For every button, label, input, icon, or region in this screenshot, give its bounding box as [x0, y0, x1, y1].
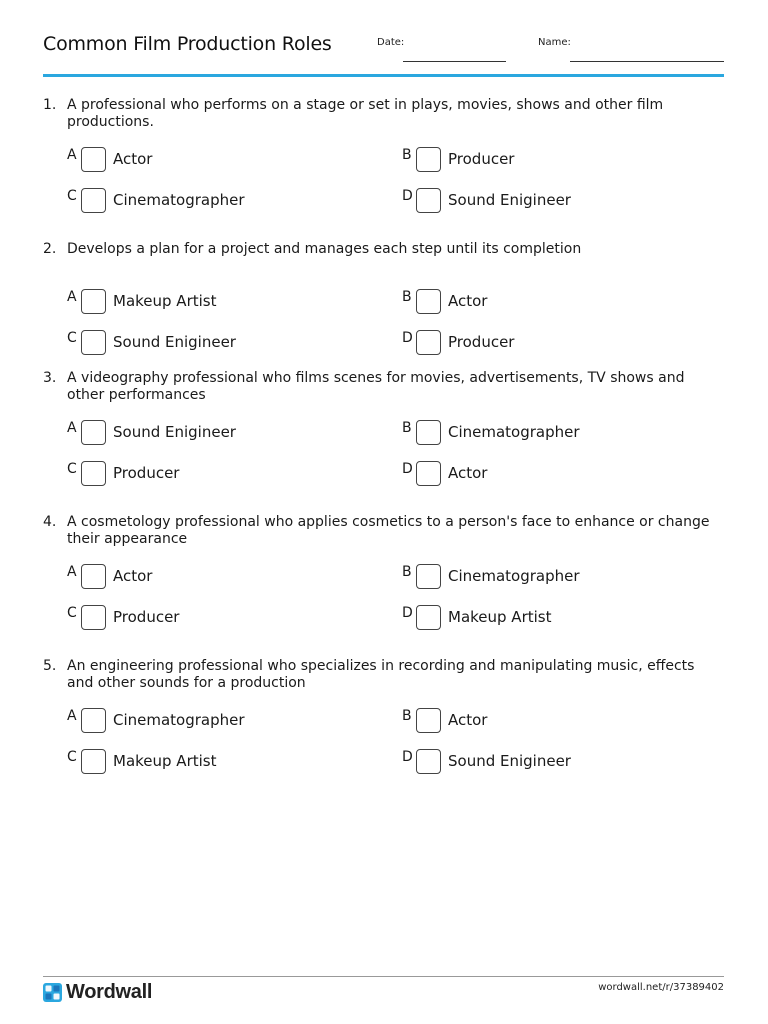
option-label: Producer [448, 150, 515, 168]
answer-checkbox[interactable] [81, 749, 106, 774]
answer-checkbox[interactable] [81, 188, 106, 213]
option-letter: C [67, 749, 77, 765]
question-text: Develops a plan for a project and manages each step until its completion [67, 241, 582, 257]
answer-checkbox[interactable] [416, 605, 441, 630]
option-label: Cinematographer [448, 567, 580, 585]
option-label: Makeup Artist [448, 608, 552, 626]
answer-checkbox[interactable] [416, 289, 441, 314]
question-text: A professional who performs on a stage or set in plays, movies, shows and other film productions. [67, 97, 664, 130]
question-text: A cosmetology professional who applies cosmetics to a person's face to enhance or change their appearance [67, 514, 710, 547]
option-letter: B [402, 289, 412, 305]
wordwall-logo-text: Wordwall [66, 980, 153, 1003]
name-label: Name: [538, 37, 571, 48]
answer-checkbox[interactable] [416, 564, 441, 589]
answer-checkbox[interactable] [416, 147, 441, 172]
option-letter: D [402, 188, 413, 204]
header-divider [43, 74, 724, 77]
answer-checkbox[interactable] [81, 708, 106, 733]
question-text: An engineering professional who specializes in recording and manipulating music, effects and other sounds for a production [67, 658, 695, 691]
option-label: Sound Enigineer [448, 752, 571, 770]
option-letter: D [402, 605, 413, 621]
option-letter: A [67, 708, 77, 724]
answer-checkbox[interactable] [81, 420, 106, 445]
option-letter: C [67, 188, 77, 204]
answer-checkbox[interactable] [81, 564, 106, 589]
option-letter: C [67, 330, 77, 346]
option-letter: B [402, 147, 412, 163]
question-number: 5. [43, 658, 57, 674]
option-letter: B [402, 564, 412, 580]
answer-checkbox[interactable] [416, 188, 441, 213]
answer-checkbox[interactable] [81, 289, 106, 314]
option-letter: A [67, 564, 77, 580]
answer-checkbox[interactable] [81, 147, 106, 172]
question-number: 4. [43, 514, 57, 530]
page-title: Common Film Production Roles [43, 33, 332, 55]
option-letter: A [67, 420, 77, 436]
answer-checkbox[interactable] [81, 605, 106, 630]
wordwall-logo-icon [43, 983, 62, 1002]
option-label: Sound Enigineer [113, 423, 236, 441]
option-label: Actor [448, 464, 488, 482]
date-field[interactable] [403, 61, 506, 62]
wordwall-logo [43, 982, 152, 1002]
answer-checkbox[interactable] [416, 420, 441, 445]
answer-checkbox[interactable] [416, 461, 441, 486]
option-letter: D [402, 749, 413, 765]
answer-checkbox[interactable] [416, 749, 441, 774]
question-number: 2. [43, 241, 57, 257]
name-field[interactable] [570, 61, 724, 62]
question-text: A videography professional who films scenes for movies, advertisements, TV shows and other performances [67, 370, 685, 403]
option-label: Producer [113, 464, 180, 482]
option-label: Sound Enigineer [113, 333, 236, 351]
option-letter: D [402, 461, 413, 477]
answer-checkbox[interactable] [416, 708, 441, 733]
option-label: Sound Enigineer [448, 191, 571, 209]
option-label: Actor [113, 567, 153, 585]
worksheet-url: wordwall.net/r/37389402 [598, 982, 724, 993]
option-letter: B [402, 708, 412, 724]
option-label: Actor [113, 150, 153, 168]
option-label: Producer [448, 333, 515, 351]
option-letter: D [402, 330, 413, 346]
option-label: Actor [448, 711, 488, 729]
option-letter: A [67, 289, 77, 305]
answer-checkbox[interactable] [416, 330, 441, 355]
option-label: Cinematographer [113, 191, 245, 209]
option-label: Cinematographer [113, 711, 245, 729]
option-letter: C [67, 605, 77, 621]
option-label: Actor [448, 292, 488, 310]
footer-divider [43, 976, 724, 977]
question-number: 1. [43, 97, 57, 113]
answer-checkbox[interactable] [81, 330, 106, 355]
option-label: Makeup Artist [113, 752, 217, 770]
option-letter: C [67, 461, 77, 477]
option-label: Cinematographer [448, 423, 580, 441]
option-label: Makeup Artist [113, 292, 217, 310]
option-letter: A [67, 147, 77, 163]
question-number: 3. [43, 370, 57, 386]
answer-checkbox[interactable] [81, 461, 106, 486]
option-letter: B [402, 420, 412, 436]
option-label: Producer [113, 608, 180, 626]
date-label: Date: [377, 37, 405, 48]
